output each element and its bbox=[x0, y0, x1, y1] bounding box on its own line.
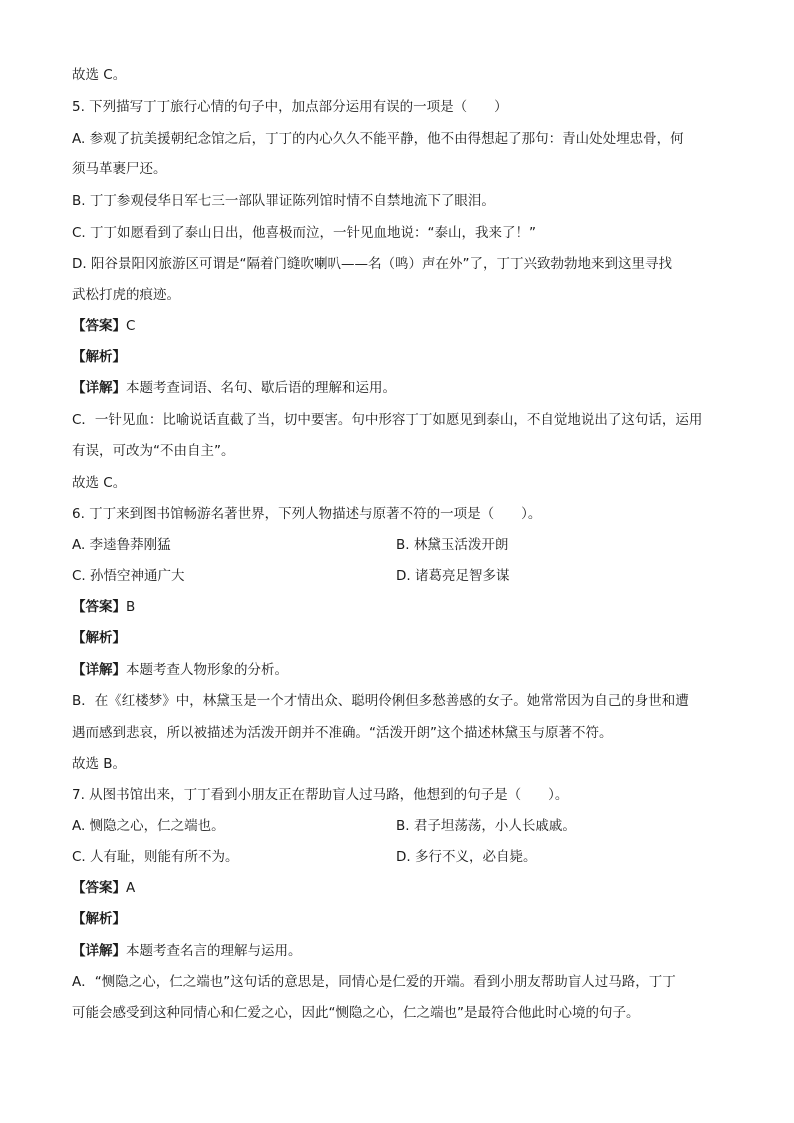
q7-detail bbox=[72, 942, 302, 960]
q5-stem: 5. 下列描写丁丁旅行心情的句子中，加点部分运用有误的一项是（ ） bbox=[72, 99, 508, 115]
q4-conclusion: 故选 C。 bbox=[72, 67, 127, 83]
answer-value: A bbox=[126, 880, 136, 896]
q7-answer bbox=[72, 879, 135, 897]
q5-option-a-cont: 须马革裹尸还。 bbox=[72, 161, 167, 177]
detail-tag: 【详解】 bbox=[72, 662, 126, 678]
q7-explanation: A．“恻隐之心，仁之端也”这句话的意思是，同情心是仁爱的开端。看到小朋友帮助盲人过马路，丁丁 bbox=[72, 974, 676, 990]
q6-analysis-tag: 【解析】 bbox=[72, 630, 126, 646]
q5-explanation: C．一针见血：比喻说话直截了当，切中要害。句中形容丁丁如愿见到泰山，不自觉地说出了这句话，运用 bbox=[72, 412, 703, 428]
q5-option-d-cont: 武松打虎的痕迹。 bbox=[72, 287, 180, 303]
q7-option-c: C. 人有耻，则能有所不为。 bbox=[72, 849, 239, 865]
q7-explanation-cont: 可能会感受到这种同情心和仁爱之心，因此“恻隐之心，仁之端也”是最符合他此时心境的句子。 bbox=[72, 1005, 640, 1021]
q6-explanation: B．在《红楼梦》中，林黛玉是一个才情出众、聪明伶俐但多愁善感的女子。她常常因为自己的身世和遭 bbox=[72, 693, 689, 709]
q5-answer bbox=[72, 317, 135, 335]
q6-option-d: D. 诸葛亮足智多谋 bbox=[396, 568, 510, 584]
q5-option-a: A. 参观了抗美援朝纪念馆之后，丁丁的内心久久不能平静，他不由得想起了那句：青山处处埋忠骨，何 bbox=[72, 131, 684, 147]
q7-stem: 7. 从图书馆出来，丁丁看到小朋友正在帮助盲人过马路，他想到的句子是（ ）。 bbox=[72, 787, 569, 803]
q6-conclusion: 故选 B。 bbox=[72, 756, 127, 772]
q6-option-b: B. 林黛玉活泼开朗 bbox=[396, 537, 509, 553]
q7-option-d: D. 多行不义，必自毙。 bbox=[396, 849, 537, 865]
q6-detail bbox=[72, 661, 288, 679]
q5-option-b: B. 丁丁参观侵华日军七三一部队罪证陈列馆时情不自禁地流下了眼泪。 bbox=[72, 193, 495, 209]
detail-text: 本题考查词语、名句、歇后语的理解和运用。 bbox=[126, 380, 396, 396]
q6-explanation-cont: 遇而感到悲哀，所以被描述为活泼开朗并不准确。“活泼开朗”这个描述林黛玉与原著不符。 bbox=[72, 725, 613, 741]
answer-tag: 【答案】 bbox=[72, 318, 126, 334]
q5-option-c: C. 丁丁如愿看到了泰山日出，他喜极而泣，一针见血地说：“泰山，我来了！” bbox=[72, 225, 536, 241]
q5-explanation-cont: 有误，可改为“不由自主”。 bbox=[72, 443, 235, 459]
detail-text: 本题考查名言的理解与运用。 bbox=[126, 943, 302, 959]
answer-tag: 【答案】 bbox=[72, 880, 126, 896]
detail-tag: 【详解】 bbox=[72, 943, 126, 959]
detail-tag: 【详解】 bbox=[72, 380, 126, 396]
q7-option-b: B. 君子坦荡荡，小人长戚戚。 bbox=[396, 818, 576, 834]
q5-conclusion: 故选 C。 bbox=[72, 475, 127, 491]
q5-option-d: D. 阳谷景阳冈旅游区可谓是“隔着门缝吹喇叭——名（鸣）声在外”了，丁丁兴致勃勃地来到这里寻找 bbox=[72, 256, 672, 272]
answer-value: B bbox=[126, 599, 136, 615]
q5-detail bbox=[72, 379, 396, 397]
q6-answer bbox=[72, 598, 135, 616]
q7-option-a: A. 恻隐之心，仁之端也。 bbox=[72, 818, 225, 834]
answer-value: C bbox=[126, 318, 136, 334]
q5-analysis-tag: 【解析】 bbox=[72, 349, 126, 365]
q7-analysis-tag: 【解析】 bbox=[72, 911, 126, 927]
detail-text: 本题考查人物形象的分析。 bbox=[126, 662, 288, 678]
q6-option-c: C. 孙悟空神通广大 bbox=[72, 568, 185, 584]
answer-tag: 【答案】 bbox=[72, 599, 126, 615]
q6-stem: 6. 丁丁来到图书馆畅游名著世界，下列人物描述与原著不符的一项是（ ）。 bbox=[72, 506, 542, 522]
q6-option-a: A. 李逵鲁莽刚猛 bbox=[72, 537, 171, 553]
